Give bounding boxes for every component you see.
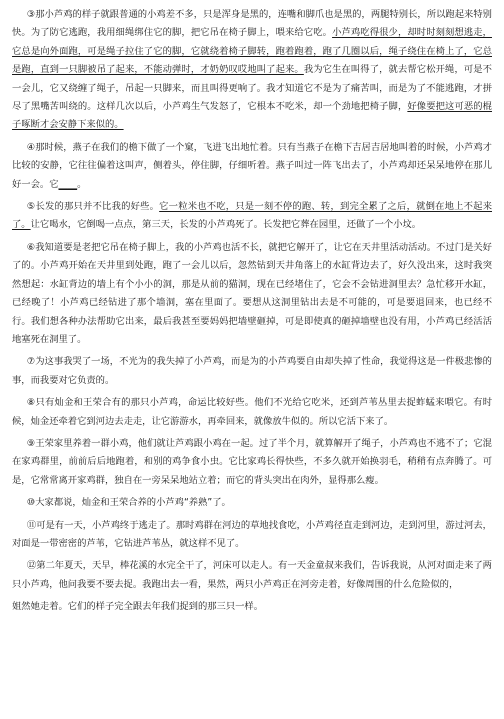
paragraph-number: ⑤ (26, 201, 36, 213)
paragraph-number: ⑦ (26, 356, 36, 368)
paragraph-p3 (12, 6, 492, 135)
paragraph-text: 让它喝水，它倒喝一点点，第三天，长发的小芦鸡死了。长发把它葬在园里，还做了一个小坟。 (30, 219, 422, 231)
underlined-text: ____ (58, 178, 78, 190)
paragraph-number: ④ (26, 141, 36, 153)
paragraph-p11 (12, 517, 492, 554)
paragraph-text: 第二年夏天，天早，棒花溪的水完全干了，河床可以走人。有一天金童叔来我们，告诉我说，从河对面走来了两只小芦鸡，他问我要不要去捉。我跑出去一看，果然，两只小芦鸡正在河旁走着，好像周围的什么危险似的， (12, 560, 492, 590)
paragraph-p13 (12, 598, 492, 616)
underlined-text: 它一粒米也不吃，只是一刻不停的跑、转，到完全累了之后，就倒在地上不起来了。 (12, 201, 492, 231)
paragraph-text: 可是有一天，小芦鸡终于逃走了。那时鸡群在河边的草地找食吃，小芦鸡径直走到河边，走到河里，游过河去，对面是一带密密的芦苇，它钻进芦苇丛，就这样不见了。 (12, 519, 492, 549)
paragraph-p9 (12, 435, 492, 490)
paragraph-p12 (12, 557, 492, 594)
paragraph-text: 为这事我哭了一场，不光为的我失掉了小芦鸡，而是为的小芦鸡要自由却失掉了性命，我觉得这是一件极悲惨的事，而我要对它负责的。 (12, 356, 492, 386)
paragraph-text: 大家都说，灿金和王荣合养的小芦鸡“养熟”了。 (35, 497, 231, 509)
paragraph-text: 我为它生在叫得了，就去帮它松开绳，可是不一会儿，它又绕缠了绳子，吊起一只脚来，而且叫得更响了。我才知道它不是为了痛苦叫，而是为了不能逃跑，才拼尽了黑嘴苦叫绕的。这样几次以后，小芦鸡生气发怒了，它根本不吃米，却一个劲地把椅子脚， (12, 64, 492, 113)
paragraph-number: ⑨ (26, 437, 36, 449)
paragraph-number: ⑪ (26, 519, 37, 531)
paragraph-text: 长发的那只并不比我的好些。 (35, 201, 160, 213)
paragraph-number: ③ (26, 9, 36, 20)
paragraph-number: ⑥ (26, 241, 36, 253)
paragraph-p6 (12, 239, 492, 349)
paragraph-number: ⑫ (26, 560, 37, 572)
paragraph-p10 (12, 494, 492, 512)
paragraph-text: 我知道要是老把它吊在椅子脚上，我的小芦鸡也活不长，就把它解开了，让它在天井里活动活动。不过门是关好了的。小芦鸡开始在天井里到处跑，跑了一会儿以后，忽然钻到天井角落上的水缸背边去了，好久没出来，这时我突然想起：水缸背边的墙上有个小小的洞，那是从前的猫洞，现在已经堵住了，它会不会钻进洞里去？急忙移开水缸，已经晚了！小芦鸡已经钻进了那个墙洞，塞在里面了。要想从这洞里钻出去是不可能的，可是要退回来，也已经不行。我们想各种办法帮助它出来，最后我甚至要妈妈把墙壁砸掉，可是即使真的砸掉墙壁也没有用，小芦鸡已经活活地塞死在洞里了。 (12, 241, 492, 345)
paragraph-text: 那时候，燕子在我们的檐下做了一个窠，飞进飞出地忙着。只有当燕子在檐下吉居吉居地叫着的时候，小芦鸡才比较的安静，它往往偏着这叫声，侧着头，停住脚，仔细听着。燕子叫过一阵飞出去了，小芦鸡却还呆呆地停在那儿好一会。它 (12, 141, 492, 190)
paragraph-text: 王荣家里养着一群小鸡，他们就让芦鸡跟小鸡在一起。过了半个月，就算解开了绳子，小芦鸡也不逃不了；它混在家鸡群里，前前后后地跑着，和别的鸡争食小虫。它比家鸡长得快些，不多久就开始换羽毛，稍稍有点奔腾了。可是，它常常离开家鸡群，独自在一旁呆呆地站立着；而它的背头突出在肉外，显得那么瘦。 (12, 437, 492, 486)
paragraph-text: 姐然她走着。它们的样子完全跟去年我们捉到的那三只一样。 (12, 601, 264, 613)
paragraph-p5 (12, 198, 492, 235)
document-body (12, 6, 492, 617)
paragraph-text: 那小芦鸡的样子就跟普通的小鸡差不多，只是浑身是黑的，连嘴和脚爪也是黑的，两腿特别长，所以跑起来特别快。为了防它逃跑，我用细绳绑住它的脚，把它吊在椅子脚上，喂来给它吃。 (12, 9, 492, 39)
paragraph-p8 (12, 394, 492, 431)
paragraph-number: ⑩ (26, 497, 36, 509)
paragraph-text: 。 (77, 178, 87, 190)
paragraph-number: ⑧ (26, 397, 36, 409)
paragraph-p7 (12, 353, 492, 390)
paragraph-p4 (12, 139, 492, 194)
underlined-text: 小芦鸡吃得很少，却时时刻刻想逃走，它总是向外面跑，可是绳子拉住了它的脚，它就绕着椅子脚转，跑着跑着，跑了几圈以后，绳子绕住在椅上了，它总是跑，直到一只脚被吊了起来，不能动弹时，才奶奶叹哎地叫了起来。 (12, 27, 492, 76)
underlined-text: 好像要把这可恶的棍子啄断才会安静下来似的。 (12, 101, 492, 131)
paragraph-text: 只有灿金和王荣合有的那只小芦鸡，命运比较好些。他们不光给它吃米，还到芦苇丛里去捉蚱蜢来喂它。有时候，灿金还牵着它到河边去走走，让它游游水，再牵回来，就像放牛似的。所以它活下来了。 (12, 397, 492, 427)
